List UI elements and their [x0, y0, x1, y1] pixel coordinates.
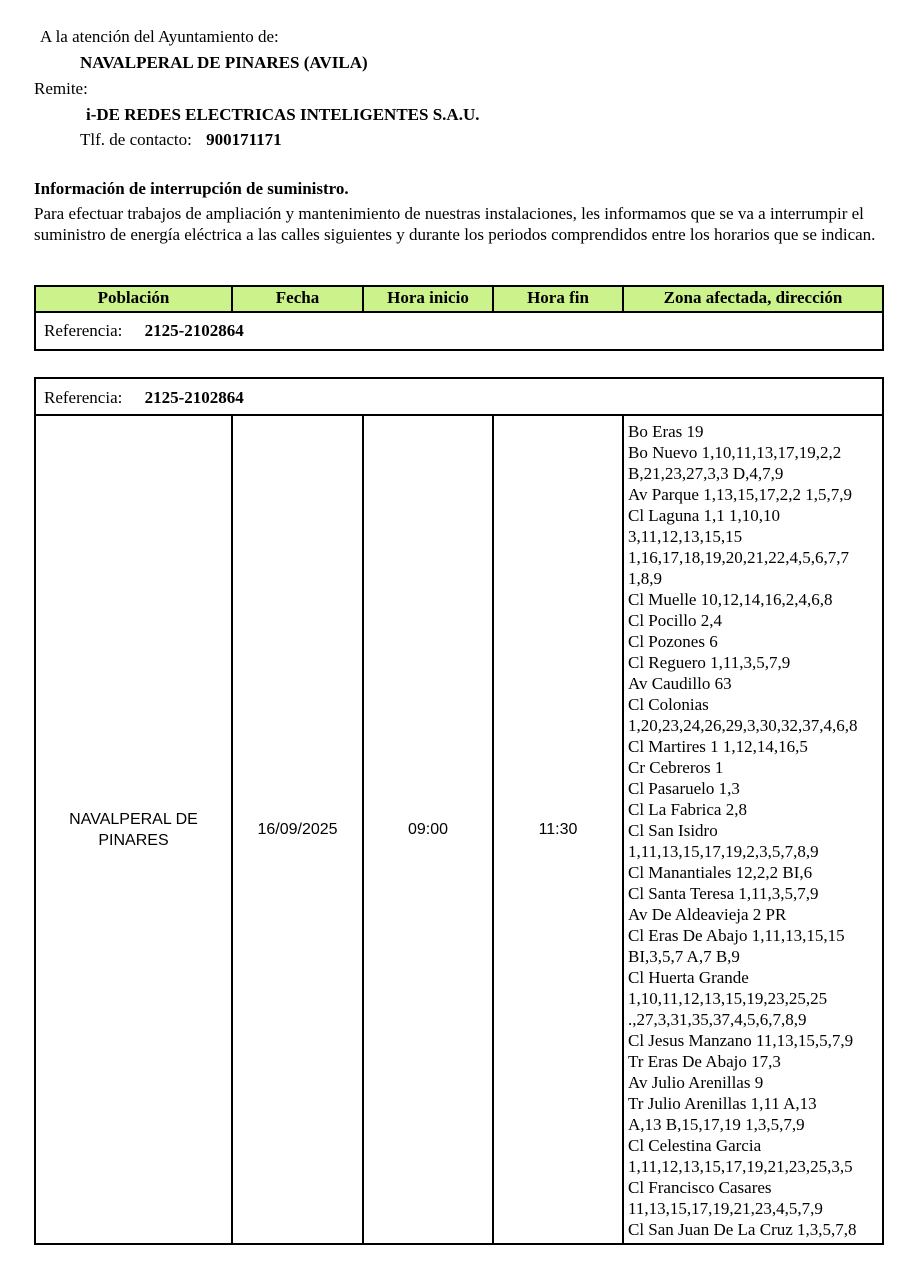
- entry-reference-label: Referencia:: [44, 388, 123, 407]
- attention-label: A la atención del Ayuntamiento de:: [40, 27, 279, 46]
- zona-line: 1,8,9: [628, 569, 662, 588]
- contact-label: Tlf. de contacto:: [80, 130, 192, 149]
- hora-fin-value: 11:30: [538, 821, 578, 838]
- zona-line: Cl Muelle 10,12,14,16,2,4,6,8: [628, 590, 833, 609]
- column-header-zona: Zona afectada, dirección: [663, 288, 843, 307]
- zona-line: Cl Reguero 1,11,3,5,7,9: [628, 653, 791, 672]
- zona-line: Cl Eras De Abajo 1,11,13,15,15: [628, 926, 845, 945]
- column-header-fecha: Fecha: [233, 287, 364, 311]
- zona-line: Cl Laguna 1,1 1,10,10: [628, 506, 781, 525]
- zona-line: Cl Pozones 6: [628, 632, 718, 651]
- zona-line: 1,11,12,13,15,17,19,21,23,25,3,5: [628, 1157, 853, 1176]
- zona-line: Av Caudillo 63: [628, 674, 732, 693]
- zona-line: Cl Santa Teresa 1,11,3,5,7,9: [628, 884, 819, 903]
- column-header-poblacion: Población: [36, 287, 233, 311]
- zona-line: Av Julio Arenillas 9: [628, 1073, 764, 1092]
- fecha-value: 16/09/2025: [257, 821, 338, 838]
- zona-line: Cl Jesus Manzano 11,13,15,5,7,9: [628, 1031, 854, 1050]
- hora-inicio-cell: [364, 416, 494, 1243]
- zona-line: Cl La Fabrica 2,8: [628, 800, 747, 819]
- zona-line: Cl San Isidro: [628, 821, 718, 840]
- zona-line: Cl Manantiales 12,2,2 BI,6: [628, 863, 813, 882]
- interruption-table: [34, 377, 884, 1245]
- header-table: [34, 285, 884, 351]
- zona-line: Cl Celestina Garcia: [628, 1136, 762, 1155]
- zona-line: 1,20,23,24,26,29,3,30,32,37,4,6,8: [628, 716, 858, 735]
- reference-row: [36, 313, 882, 349]
- contact-line: [80, 130, 282, 150]
- zona-line: 11,13,15,17,19,21,23,4,5,7,9: [628, 1199, 823, 1218]
- entry-reference-number: 2125-2102864: [144, 388, 244, 407]
- fecha-cell: [233, 416, 364, 1243]
- zona-line: Bo Eras 19: [628, 422, 704, 441]
- zona-line: Tr Eras De Abajo 17,3: [628, 1052, 781, 1071]
- info-title: Información de interrupción de suministro.: [34, 179, 349, 198]
- zona-line: Cl Pasaruelo 1,3: [628, 779, 740, 798]
- zona-line: Av De Aldeavieja 2 PR: [628, 905, 787, 924]
- zona-line: Av Parque 1,13,15,17,2,2 1,5,7,9: [628, 485, 852, 504]
- info-paragraph: Para efectuar trabajos de ampliación y mantenimiento de nuestras instalaciones, les informamos que se va a interrumpir el suministro de energía eléctrica a las calles siguientes y durante los periodos comprendidos entre los horarios que se indican.: [34, 204, 876, 244]
- zona-line: Tr Julio Arenillas 1,11 A,13: [628, 1094, 817, 1113]
- column-header-row: [36, 287, 882, 313]
- zona-line: 1,10,11,12,13,15,19,23,25,25: [628, 989, 828, 1008]
- hora-fin-cell: [494, 416, 624, 1243]
- zona-line: A,13 B,15,17,19 1,3,5,7,9: [628, 1115, 805, 1134]
- zona-cell: [624, 416, 882, 1243]
- zona-line: 3,11,12,13,15,15: [628, 527, 743, 546]
- zona-line: Cr Cebreros 1: [628, 758, 724, 777]
- zona-line: .,27,3,31,35,37,4,5,6,7,8,9: [628, 1010, 807, 1029]
- poblacion-cell: [36, 416, 233, 1243]
- column-header-hora-inicio: Hora inicio: [364, 287, 494, 311]
- zona-line: Cl Pocillo 2,4: [628, 611, 722, 630]
- zona-line: 1,11,13,15,17,19,2,3,5,7,8,9: [628, 842, 819, 861]
- reference-label: Referencia:: [44, 321, 123, 340]
- zona-line: Cl Martires 1 1,12,14,16,5: [628, 737, 808, 756]
- column-header-hora-fin: Hora fin: [494, 287, 624, 311]
- zona-line: BI,3,5,7 A,7 B,9: [628, 947, 740, 966]
- zona-line: Cl Colonias: [628, 695, 709, 714]
- table-row: [36, 416, 882, 1243]
- zona-line: Cl Huerta Grande: [628, 968, 749, 987]
- hora-inicio-value: 09:00: [407, 821, 449, 838]
- municipality-name: NAVALPERAL DE PINARES (AVILA): [80, 53, 368, 72]
- zona-line: Cl San Juan De La Cruz 1,3,5,7,8: [628, 1220, 857, 1239]
- zona-line: Cl Francisco Casares: [628, 1178, 772, 1197]
- zona-line: 1,16,17,18,19,20,21,22,4,5,6,7,7: [628, 548, 849, 567]
- reference-number: 2125-2102864: [144, 321, 244, 340]
- company-name: i-DE REDES ELECTRICAS INTELIGENTES S.A.U.: [86, 105, 480, 124]
- entry-reference-row: [36, 379, 882, 416]
- zona-line: B,21,23,27,3,3 D,4,7,9: [628, 464, 784, 483]
- contact-phone: 900171171: [206, 130, 282, 149]
- zona-line: Bo Nuevo 1,10,11,13,17,19,2,2: [628, 443, 842, 462]
- remite-label: Remite:: [34, 79, 88, 98]
- poblacion-value: NAVALPERAL DE PINARES: [69, 810, 198, 849]
